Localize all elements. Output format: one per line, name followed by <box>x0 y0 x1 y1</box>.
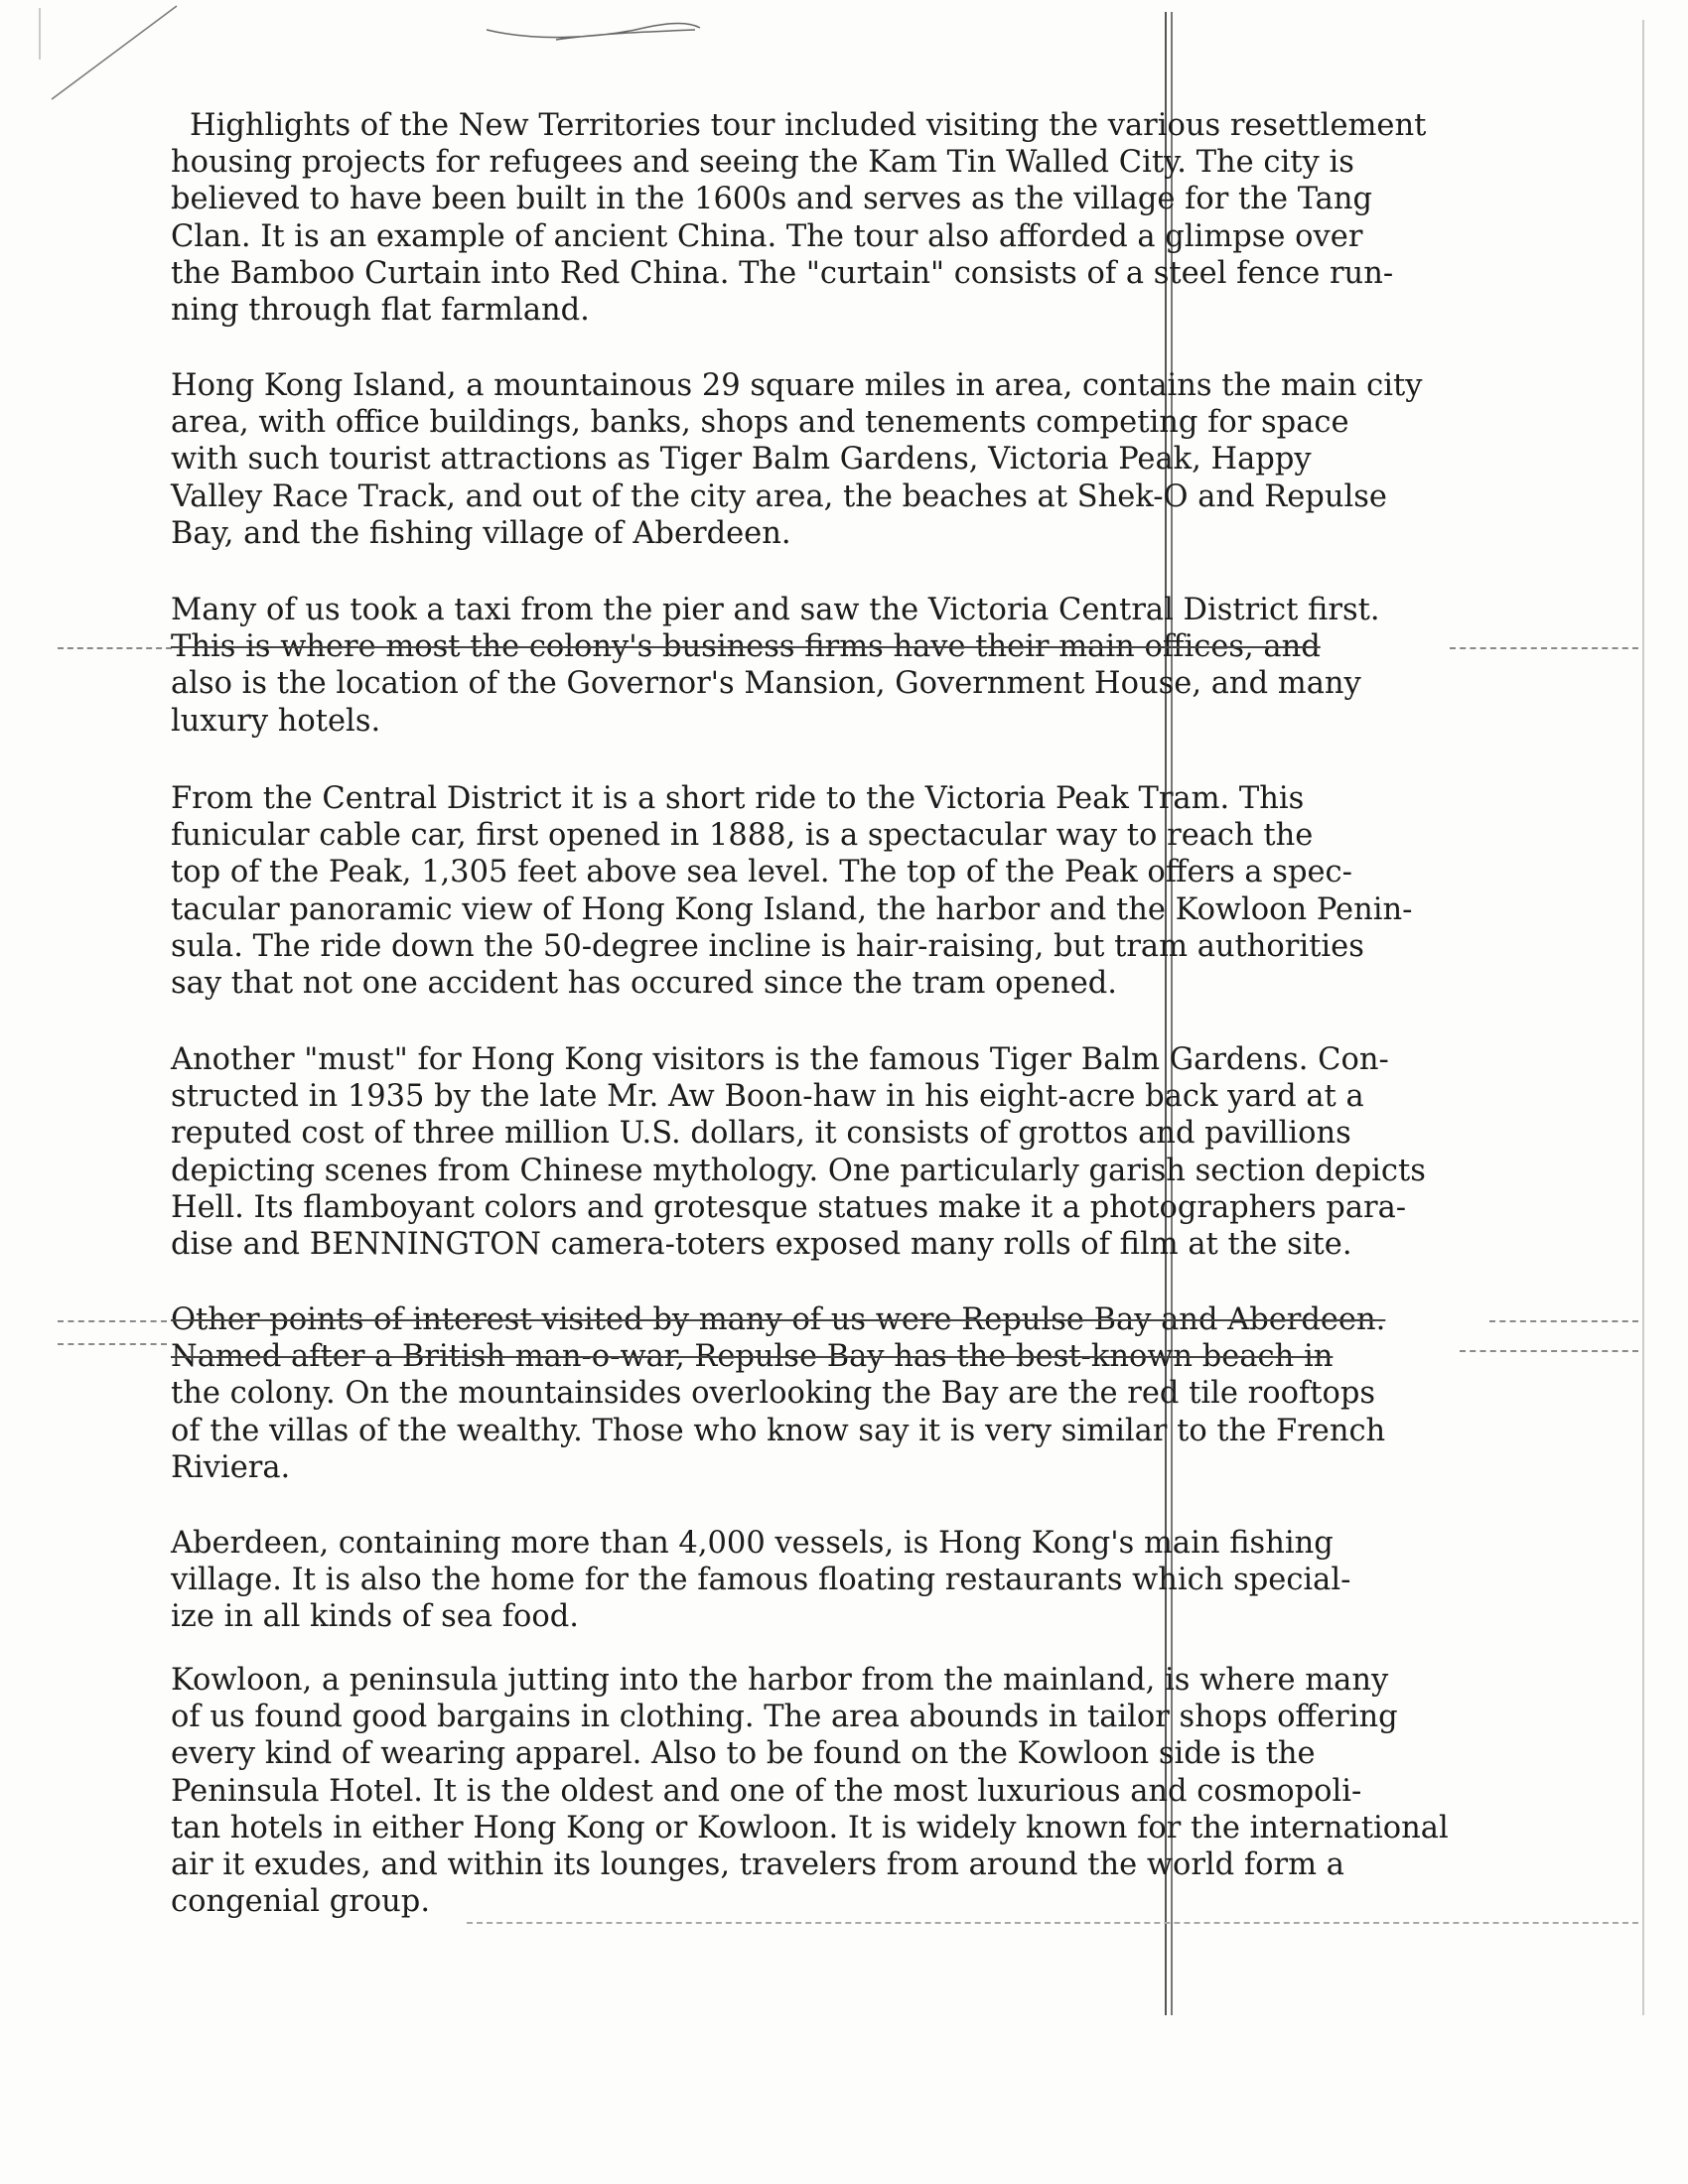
paragraph-line: Aberdeen, containing more than 4,000 vessels, is Hong Kong's main fishing <box>171 1526 1334 1561</box>
paragraph-line: Clan. It is an example of ancient China. The tour also afforded a glimpse over <box>171 218 1363 254</box>
dashed-streak-5 <box>58 1343 167 1345</box>
paragraph-line: air it exudes, and within its lounges, travelers from around the world form a <box>171 1846 1344 1882</box>
paragraph-line: tan hotels in either Hong Kong or Kowloon. It is widely known for the international <box>171 1810 1449 1845</box>
paragraph-line: every kind of wearing apparel. Also to be found on the Kowloon side is the <box>171 1736 1316 1772</box>
paragraph-line: Bay, and the fishing village of Aberdeen. <box>171 515 791 551</box>
paragraph-line: top of the Peak, 1,305 feet above sea level. The top of the Peak offers a spec- <box>171 855 1352 890</box>
paragraph-line: Many of us took a taxi from the pier and saw the Victoria Central District first. <box>171 593 1380 627</box>
dashed-streak-7 <box>467 1922 1638 1924</box>
paragraph-line: Highlights of the New Territories tour included visiting the various resettlement <box>190 108 1427 143</box>
paragraph-line: of the villas of the wealthy. Those who know say it is very similar to the French <box>171 1413 1386 1448</box>
paragraph-new-territories <box>171 107 1561 329</box>
paragraph-central-district <box>171 592 1561 740</box>
paragraph-line: Riviera. <box>171 1449 291 1485</box>
paragraph-line: also is the location of the Governor's Mansion, Government House, and many <box>171 666 1361 702</box>
paragraph-aberdeen <box>171 1525 1561 1636</box>
top-scribble <box>487 24 700 40</box>
paragraph-line: structed in 1935 by the late Mr. Aw Boon-haw in his eight-acre back yard at a <box>171 1079 1364 1115</box>
dashed-streak-1 <box>58 647 172 649</box>
paragraph-line: housing projects for refugees and seeing the Kam Tin Walled City. The city is <box>171 145 1354 181</box>
paragraph-line: ning through flat farmland. <box>171 292 590 328</box>
paragraph-line: depicting scenes from Chinese mythology. One particularly garish section depicts <box>171 1153 1426 1188</box>
corner-fold-line <box>52 6 177 99</box>
paragraph-line: Hell. Its flamboyant colors and grotesque statues make it a photographers para- <box>171 1189 1407 1225</box>
paragraph-line: the colony. On the mountainsides overlooking the Bay are the red tile rooftops <box>171 1376 1376 1412</box>
paragraph-line-struck: This is where most the colony's business firms have their main offices, and <box>171 629 1321 665</box>
paragraph-line: luxury hotels. <box>171 703 381 739</box>
paragraph-line: believed to have been built in the 1600s and serves as the village for the Tang <box>171 182 1373 217</box>
paragraph-line-struck: Other points of interest visited by many of us were Repulse Bay and Aberdeen. <box>171 1302 1386 1337</box>
paragraph-line: sula. The ride down the 50-degree incline is hair-raising, but tram authorities <box>171 928 1364 964</box>
paragraph-line: area, with office buildings, banks, shops and tenements competing for space <box>171 405 1349 441</box>
paragraph-line: dise and BENNINGTON camera-toters exposed many rolls of film at the site. <box>171 1226 1352 1262</box>
paragraph-line: Valley Race Track, and out of the city area, the beaches at Shek-O and Repulse <box>171 478 1387 514</box>
paragraph-line: From the Central District it is a short ride to the Victoria Peak Tram. This <box>171 781 1305 816</box>
paragraph-line: Hong Kong Island, a mountainous 29 square miles in area, contains the main city <box>171 368 1423 403</box>
paragraph-line: with such tourist attractions as Tiger Balm Gardens, Victoria Peak, Happy <box>171 442 1312 478</box>
paragraph-hong-kong-island <box>171 367 1561 552</box>
paragraph-peak-tram <box>171 780 1561 1002</box>
paragraph-line: tacular panoramic view of Hong Kong Island, the harbor and the Kowloon Penin- <box>171 891 1413 927</box>
paragraph-line: funicular cable car, first opened in 1888, is a spectacular way to reach the <box>171 818 1314 854</box>
paragraph-line: Kowloon, a peninsula jutting into the harbor from the mainland, is where many <box>171 1663 1389 1698</box>
paragraph-line: Peninsula Hotel. It is the oldest and one of the most luxurious and cosmopoli- <box>171 1773 1362 1809</box>
paragraph-line: ize in all kinds of sea food. <box>171 1599 579 1635</box>
paragraph-line: Another "must" for Hong Kong visitors is the famous Tiger Balm Gardens. Con- <box>171 1042 1389 1077</box>
paragraph-line-struck: Named after a British man-o-war, Repulse Bay has the best-known beach in <box>171 1339 1334 1375</box>
paragraph-line: village. It is also the home for the famous floating restaurants which special- <box>171 1563 1351 1598</box>
dashed-streak-3 <box>58 1320 167 1322</box>
paragraph-kowloon <box>171 1662 1561 1920</box>
paragraph-line: say that not one accident has occured since the tram opened. <box>171 965 1117 1001</box>
paragraph-line: of us found good bargains in clothing. The area abounds in tailor shops offering <box>171 1700 1398 1735</box>
paragraph-line: the Bamboo Curtain into Red China. The "curtain" consists of a steel fence run- <box>171 255 1394 291</box>
paragraph-repulse-bay <box>171 1301 1561 1486</box>
paragraph-line: congenial group. <box>171 1884 431 1920</box>
paragraph-line: reputed cost of three million U.S. dollars, it consists of grottos and pavillions <box>171 1116 1351 1152</box>
paragraph-tiger-balm <box>171 1041 1561 1263</box>
